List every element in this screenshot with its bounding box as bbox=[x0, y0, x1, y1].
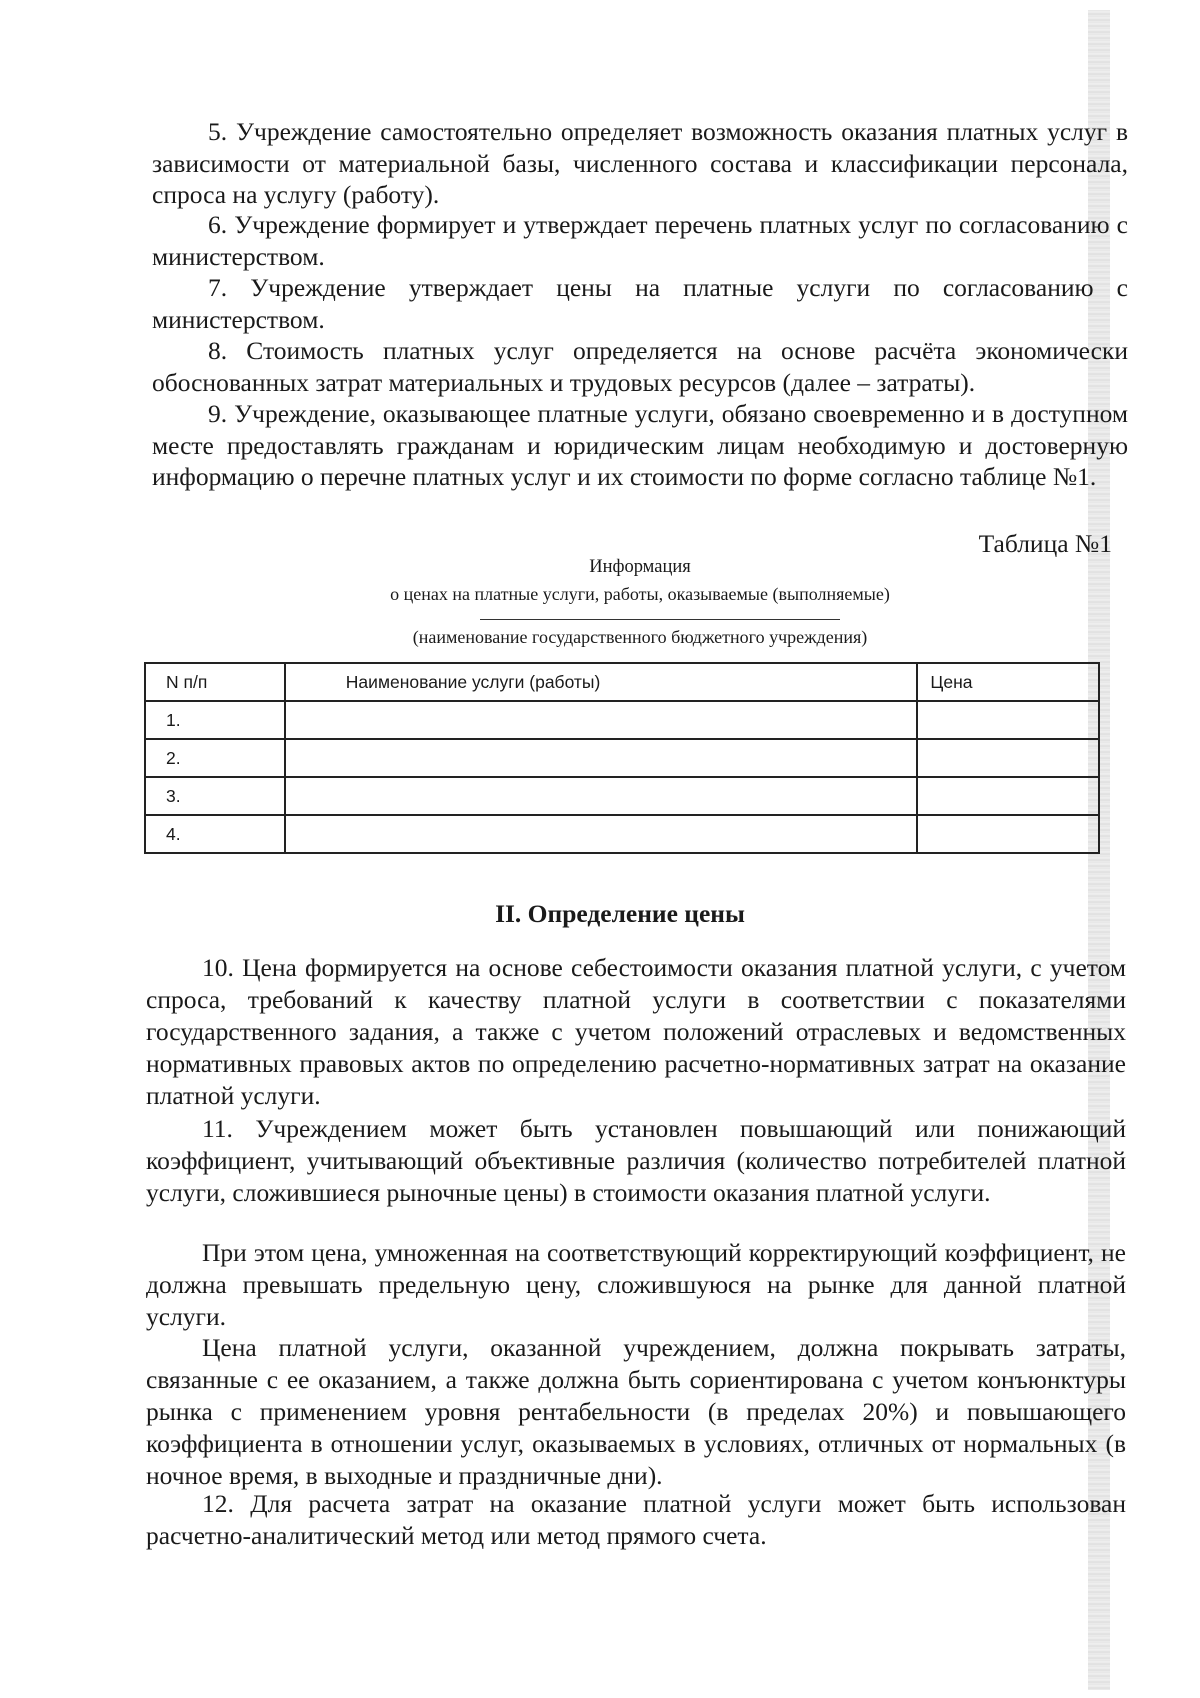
row-service-name bbox=[285, 815, 918, 853]
row-price bbox=[917, 701, 1099, 739]
row-number: 4. bbox=[145, 815, 285, 853]
header-price: Цена bbox=[917, 663, 1099, 701]
row-price bbox=[917, 815, 1099, 853]
paragraph-6: 6. Учреждение формирует и утверждает перечень платных услуг по согласованию с министерством. bbox=[152, 210, 1128, 271]
section-heading: II. Определение цены bbox=[495, 899, 745, 928]
row-number: 1. bbox=[145, 701, 285, 739]
header-service-name: Наименование услуги (работы) bbox=[285, 663, 918, 701]
row-price bbox=[917, 739, 1099, 777]
table-number-label: Таблица №1 bbox=[978, 529, 1112, 558]
paragraph-7: 7. Учреждение утверждает цены на платные услуги по согласованию с министерством. bbox=[152, 273, 1128, 334]
row-service-name bbox=[285, 739, 918, 777]
paragraph-12: 12. Для расчета затрат на оказание платной услуги может быть использован расчетно-аналитический метод или метод прямого счета. bbox=[146, 1489, 1126, 1550]
table-header-row bbox=[145, 663, 1099, 701]
info-subtitle: о ценах на платные услуги, работы, оказываемые (выполняемые) bbox=[390, 584, 890, 604]
paragraph-price-coverage: Цена платной услуги, оказанной учреждением, должна покрывать затраты, связанные с ее оказанием, а также должна быть сориентирована с учетом конъюнктуры рынка с применением уровня рентабельности (в пределах 20%) и повышающего коэффициента в отношении услуг, оказываемых в условиях, отличных от нормальных (в ночное время, в выходные и праздничные дни). bbox=[146, 1333, 1126, 1490]
table-row bbox=[145, 777, 1099, 815]
row-service-name bbox=[285, 777, 918, 815]
institution-name-line bbox=[480, 619, 840, 620]
row-price bbox=[917, 777, 1099, 815]
paragraph-9: 9. Учреждение, оказывающее платные услуги, обязано своевременно и в доступном месте предоставлять гражданам и юридическим лицам необходимую и достоверную информацию о перечне платных услуг и их стоимости по форме согласно таблице №1. bbox=[152, 399, 1128, 491]
paragraph-11-note: При этом цена, умноженная на соответствующий корректирующий коэффициент, не должна превышать предельную цену, сложившуюся на рынке для данной платной услуги. bbox=[146, 1238, 1126, 1331]
paragraph-8: 8. Стоимость платных услуг определяется на основе расчёта экономически обоснованных затрат материальных и трудовых ресурсов (далее – затраты). bbox=[152, 336, 1128, 397]
paragraph-10: 10. Цена формируется на основе себестоимости оказания платной услуги, с учетом спроса, требований к качеству платной услуги в соответствии с показателями государственного задания, а также с учетом положений отраслевых и ведомственных нормативных правовых актов по определению расчетно-нормативных затрат на оказание платной услуги. bbox=[146, 953, 1126, 1110]
institution-name-caption: (наименование государственного бюджетного учреждения) bbox=[412, 627, 868, 647]
row-number: 3. bbox=[145, 777, 285, 815]
row-service-name bbox=[285, 701, 918, 739]
price-info-table bbox=[144, 662, 1100, 854]
table-row bbox=[145, 815, 1099, 853]
row-number: 2. bbox=[145, 739, 285, 777]
paragraph-5: 5. Учреждение самостоятельно определяет возможность оказания платных услуг в зависимости от материальной базы, численного состава и классификации персонала, спроса на услугу (работу). bbox=[152, 117, 1128, 209]
header-number: N п/п bbox=[145, 663, 285, 701]
table-row bbox=[145, 739, 1099, 777]
info-title: Информация bbox=[589, 557, 691, 577]
table-row bbox=[145, 701, 1099, 739]
paragraph-11: 11. Учреждением может быть установлен повышающий или понижающий коэффициент, учитывающий объективные различия (количество потребителей платной услуги, сложившиеся рыночные цены) в стоимости оказания платной услуги. bbox=[146, 1114, 1126, 1207]
